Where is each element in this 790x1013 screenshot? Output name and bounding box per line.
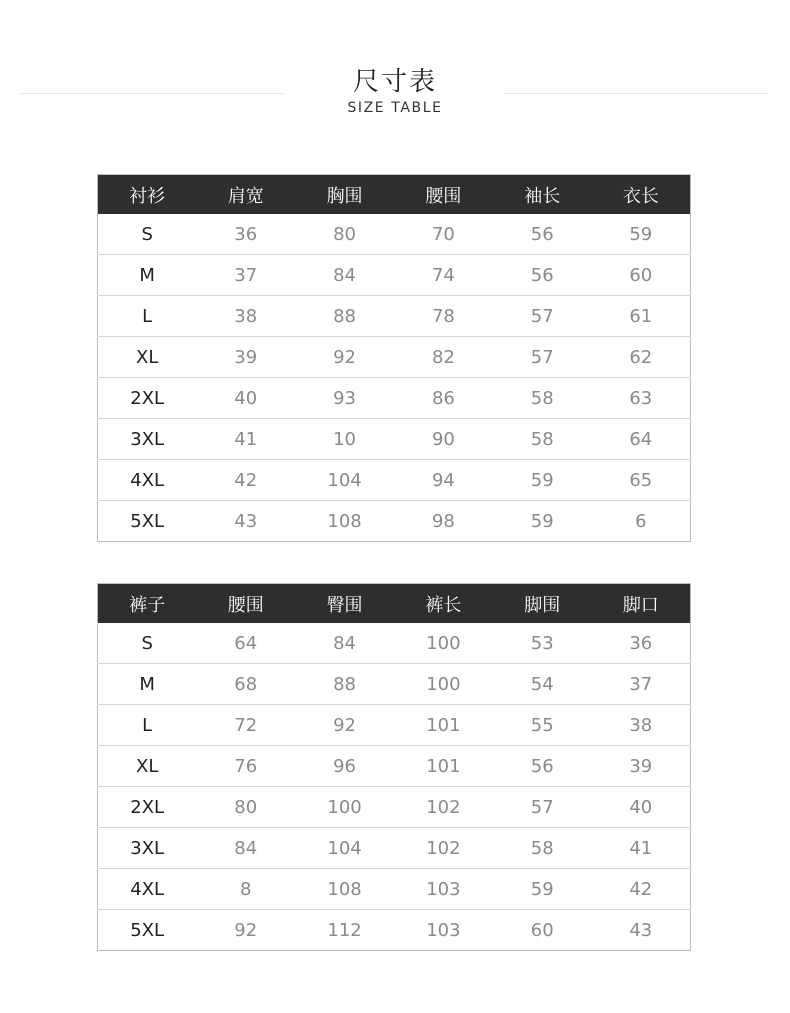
- column-header: 臀围: [295, 584, 394, 624]
- table-cell: 88: [295, 664, 394, 705]
- size-label: 4XL: [98, 460, 197, 501]
- table-cell: 57: [493, 337, 592, 378]
- table-cell: 70: [394, 214, 493, 255]
- page-title: 尺寸表: [352, 67, 437, 97]
- table-cell: 37: [592, 664, 691, 705]
- table-cell: 40: [592, 787, 691, 828]
- table-cell: 10: [295, 419, 394, 460]
- table-cell: 88: [295, 296, 394, 337]
- table-cell: 96: [295, 746, 394, 787]
- column-header: 肩宽: [196, 175, 295, 215]
- table-cell: 43: [629, 919, 653, 941]
- table-row: [98, 623, 691, 664]
- table-cell: 78: [394, 296, 493, 337]
- table-cell: 57: [493, 296, 592, 337]
- table-cell: 39: [196, 337, 295, 378]
- table-cell: 101: [394, 746, 493, 787]
- table-cell: 108: [295, 869, 394, 910]
- table-cell: 103: [394, 869, 493, 910]
- table-cell: 102: [394, 787, 493, 828]
- table-cell: 59: [530, 510, 554, 532]
- table-cell: 42: [592, 869, 691, 910]
- column-header: 胸围: [295, 175, 394, 215]
- pants-size-table: [97, 583, 691, 951]
- size-label: S: [98, 214, 197, 255]
- column-header: 腰围: [196, 584, 295, 624]
- table-cell: 57: [493, 787, 592, 828]
- size-label: 2XL: [98, 378, 197, 419]
- column-header: 衬衫: [98, 175, 197, 215]
- table-cell: 54: [493, 664, 592, 705]
- table-cell: 36: [196, 214, 295, 255]
- column-header: 腰围: [394, 175, 493, 215]
- table-row: [98, 705, 691, 746]
- table-cell: 108: [327, 510, 362, 532]
- table-cell: 84: [196, 828, 295, 869]
- table-cell: 65: [592, 460, 691, 501]
- column-header: 脚围: [493, 584, 592, 624]
- table-cell: 92: [295, 337, 394, 378]
- shirt-size-table: [97, 174, 691, 542]
- size-label: 5XL: [130, 510, 165, 532]
- table-cell: 101: [394, 705, 493, 746]
- table-cell: 80: [196, 787, 295, 828]
- table-cell: 58: [493, 378, 592, 419]
- table-cell: 92: [234, 919, 258, 941]
- column-header: 裤子: [98, 584, 197, 624]
- column-header: 衣长: [592, 175, 691, 215]
- size-label: XL: [98, 337, 197, 378]
- table-row: [98, 378, 691, 419]
- table-cell: 84: [295, 623, 394, 664]
- size-label: M: [98, 664, 197, 705]
- table-cell: 43: [234, 510, 258, 532]
- table-cell: 102: [394, 828, 493, 869]
- table-cell: 74: [394, 255, 493, 296]
- table-cell: 40: [196, 378, 295, 419]
- table-cell: 104: [295, 460, 394, 501]
- table-row: [98, 910, 691, 951]
- table-row: [98, 296, 691, 337]
- table-cell: 8: [196, 869, 295, 910]
- table-cell: 41: [196, 419, 295, 460]
- table-header-row: [98, 175, 691, 215]
- table-cell: 58: [493, 828, 592, 869]
- size-label: 2XL: [98, 787, 197, 828]
- table-cell: 104: [295, 828, 394, 869]
- table-cell: 76: [196, 746, 295, 787]
- table-cell: 80: [295, 214, 394, 255]
- table-cell: 100: [295, 787, 394, 828]
- column-header: 脚口: [592, 584, 691, 624]
- table-cell: 68: [196, 664, 295, 705]
- column-header: 袖长: [493, 175, 592, 215]
- size-label: 3XL: [98, 828, 197, 869]
- table-row: [98, 501, 691, 542]
- table-cell: 36: [592, 623, 691, 664]
- table-cell: 98: [431, 510, 455, 532]
- table-row: [98, 664, 691, 705]
- table-cell: 60: [530, 919, 554, 941]
- table-cell: 58: [493, 419, 592, 460]
- table-cell: 100: [394, 623, 493, 664]
- table-cell: 82: [394, 337, 493, 378]
- table-cell: 6: [635, 510, 647, 532]
- table-cell: 103: [426, 919, 461, 941]
- table-cell: 64: [196, 623, 295, 664]
- table-row: [98, 460, 691, 501]
- size-label: M: [98, 255, 197, 296]
- size-label: 5XL: [130, 919, 165, 941]
- table-row: [98, 746, 691, 787]
- table-cell: 84: [295, 255, 394, 296]
- table-cell: 90: [394, 419, 493, 460]
- table-cell: 39: [592, 746, 691, 787]
- table-cell: 56: [493, 214, 592, 255]
- table-row: [98, 255, 691, 296]
- table-cell: 59: [493, 460, 592, 501]
- table-cell: 56: [493, 746, 592, 787]
- column-header: 裤长: [394, 584, 493, 624]
- table-cell: 61: [592, 296, 691, 337]
- table-row: [98, 828, 691, 869]
- size-label: S: [98, 623, 197, 664]
- table-cell: 53: [493, 623, 592, 664]
- table-cell: 59: [493, 869, 592, 910]
- table-cell: 62: [592, 337, 691, 378]
- table-row: [98, 214, 691, 255]
- table-cell: 93: [295, 378, 394, 419]
- table-row: [98, 419, 691, 460]
- size-label: 4XL: [98, 869, 197, 910]
- table-cell: 86: [394, 378, 493, 419]
- table-header-row: [98, 584, 691, 624]
- table-cell: 38: [196, 296, 295, 337]
- table-cell: 100: [394, 664, 493, 705]
- table-cell: 64: [592, 419, 691, 460]
- table-row: [98, 337, 691, 378]
- table-cell: 94: [394, 460, 493, 501]
- table-cell: 112: [327, 919, 362, 941]
- table-cell: 41: [592, 828, 691, 869]
- table-cell: 37: [196, 255, 295, 296]
- size-label: XL: [98, 746, 197, 787]
- table-cell: 59: [592, 214, 691, 255]
- size-label: 3XL: [98, 419, 197, 460]
- size-label: L: [98, 296, 197, 337]
- table-cell: 56: [493, 255, 592, 296]
- table-cell: 38: [592, 705, 691, 746]
- table-cell: 42: [196, 460, 295, 501]
- table-cell: 55: [493, 705, 592, 746]
- table-cell: 63: [592, 378, 691, 419]
- page-subtitle: SIZE TABLE: [347, 100, 443, 116]
- table-row: [98, 869, 691, 910]
- size-label: L: [98, 705, 197, 746]
- table-cell: 60: [592, 255, 691, 296]
- table-cell: 72: [196, 705, 295, 746]
- table-row: [98, 787, 691, 828]
- table-cell: 92: [295, 705, 394, 746]
